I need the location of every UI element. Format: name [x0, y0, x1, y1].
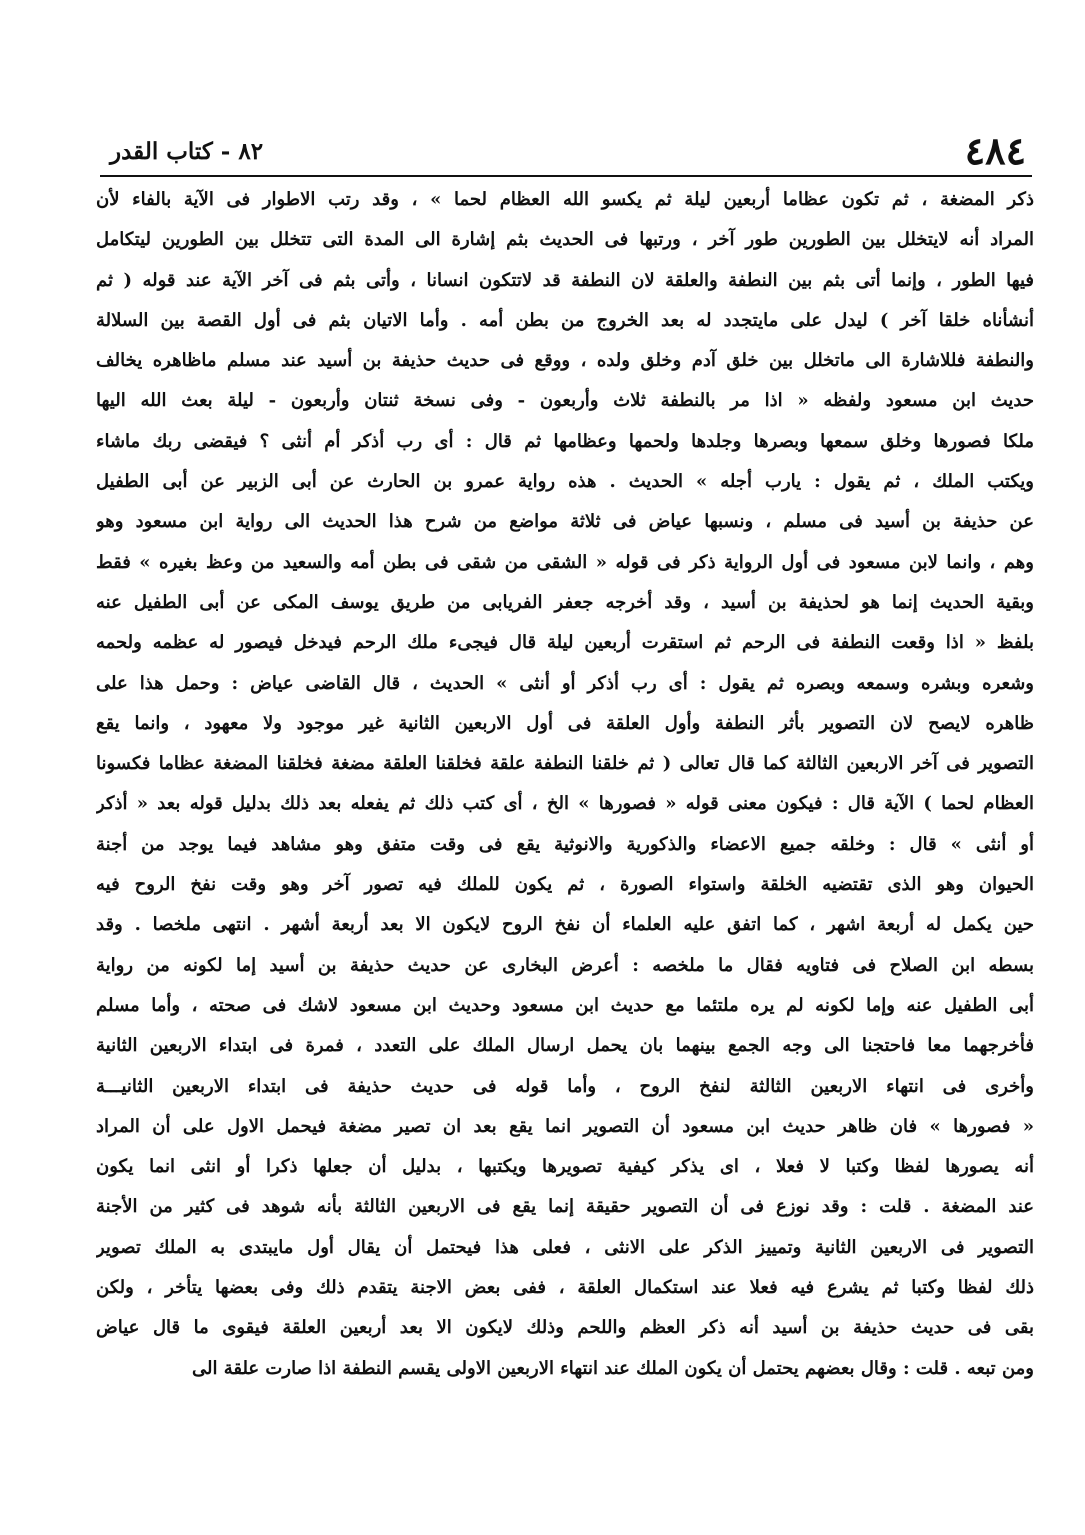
- text-line: بسطه ابن الصلاح فى فتاويه فقال ما ملخصه : أعرض البخارى عن حديث حذيفة بن أسيد إما لكونه من رواية: [96, 954, 1034, 976]
- text-line: وشعره وبشره وسمعه وبصره ثم يقول : أى رب أذكر أو أنثى » الحديث ، قال القاضى عياض : وحمل هذا على: [96, 672, 1034, 694]
- text-line: بلفظ « اذا وقعت النطفة فى الرحم ثم استقرت أربعين ليلة قال فيجىء ملك الرحم فيدخل فيصور له عظمه ولحمه: [96, 632, 1034, 654]
- text-line: ملكا فصورها وخلق سمعها وبصرها وجلدها ولحمها وعظامها ثم قال : أى رب أذكر أم أنثى ؟ فيقضى ربك ماشاء: [96, 430, 1034, 452]
- text-line: بقى فى حديث حذيفة بن أسيد أنه ذكر العظم واللحم وذلك لايكون الا بعد أربعين العلقة فيقوى ما قال عياض: [96, 1317, 1034, 1339]
- text-line: ذكر المضغة ، ثم تكون عظاما أربعين ليلة ثم يكسو الله العظام لحما » ، وقد رتب الاطوار فى الآية بالفاء لأن: [96, 189, 1034, 210]
- text-line: حديث ابن مسعود ولفظه « اذا مر بالنطفة ثلاث وأربعون - وفى نسخة ثنتان وأربعون - ليلة بعث الله اليها: [96, 390, 1034, 412]
- text-line: « فصورها » فان ظاهر حديث ابن مسعود أن التصوير انما يقع بعد ان تصير مضغة فيحمل الاول على أن المراد: [96, 1115, 1034, 1137]
- text-line: التصوير فى آخر الاربعين الثالثة كما قال تعالى ( ثم خلقنا النطفة علقة فخلقنا العلقة مضغة فخلقنا المضغة عظاما فكسونا: [96, 753, 1034, 775]
- header-rule: [100, 175, 1032, 177]
- text-line: حين يكمل له أربعة اشهر ، كما اتفق عليه العلماء أن نفخ الروح لايكون الا بعد أربعة أشهر . انتهى ملخصا . وقد: [96, 914, 1034, 936]
- text-line: أبى الطفيل عنه وإما لكونه لم يره ملتئما مع حديث ابن مسعود وحديث ابن مسعود لاشك فى صحته ، وأما مسلم: [96, 994, 1034, 1016]
- text-line: ذلك لفظا وكتبا ثم يشرع فيه فعلا عند استكمال العلقة ، ففى بعض الاجنة يتقدم ذلك وفى بعضها يتأخر ، ولكن: [96, 1277, 1034, 1299]
- text-line: أو أنثى » قال : وخلقه جميع الاعضاء والذكورية والانوثية يقع فى وقت متفق وهو مشاهد فيما يوجد من أجنة: [96, 833, 1034, 855]
- body-text: [96, 180, 1034, 1389]
- text-line: العظام لحما ) الآية قال : فيكون معنى قوله « فصورها » الخ ، أى كتب ذلك ثم يفعله بعد ذلك بدليل قوله بعد « أذكر: [96, 793, 1034, 815]
- text-line: وهم ، وانما لابن مسعود فى أول الرواية ذكر فى قوله « الشقى من شقى فى بطن أمه والسعيد من وعظ بغيره » فقط: [96, 551, 1034, 573]
- text-line: ومن تبعه . قلت : وقال بعضهم يحتمل أن يكون الملك عند انتهاء الاربعين الاولى يقسم النطفة اذا صارت علقة الى: [191, 1357, 1034, 1379]
- text-line: الحيوان وهو الذى تقتضيه الخلقة واستواء الصورة ، ثم يكون للملك فيه تصور آخر وهو وقت نفخ الروح فيه: [96, 874, 1034, 896]
- text-line: المراد أنه لايتخلل بين الطورين طور آخر ، ورتبها فى الحديث بثم إشارة الى المدة التى تتخلل بين الطورين ليتكامل: [96, 229, 1034, 251]
- text-line: وبقية الحديث إنما هو لحذيفة بن أسيد ، وقد أخرجه جعفر الفريابى من طريق يوسف المكى عن أبى الطفيل عنه: [96, 591, 1034, 613]
- text-line: عن حذيفة بن أسيد فى مسلم ، ونسبها عياض فى ثلاثة مواضع من شرح هذا الحديث الى رواية ابن مسعود وهو: [96, 511, 1034, 533]
- page-number: ٤٨٤: [964, 128, 1026, 173]
- text-line: أنه يصورها لفظا وكتبا لا فعلا ، اى يذكر كيفية تصويرها ويكتبها ، بدليل أن جعلها ذكرا أو انثى انما يكون: [96, 1156, 1034, 1178]
- text-line: ظاهره لايصح لان التصوير بأثر النطفة وأول العلقة فى أول الاربعين الثانية غير موجود ولا معهود ، وانما يقع: [96, 712, 1034, 734]
- text-line: أنشأناه خلقا آخر ) ليدل على مايتجدد له بعد الخروج من بطن أمه . وأما الاتيان بثم فى أول القصة بين السلالة: [96, 309, 1034, 331]
- text-line: والنطفة فللاشارة الى ماتخلل بين خلق آدم وخلق ولده ، ووقع فى حديث حذيفة بن أسيد عند مسلم ماظاهره يخالف: [96, 350, 1034, 372]
- text-line: ويكتب الملك ، ثم يقول : يارب أجله » الحديث . هذه رواية عمرو بن الحارث عن أبى الزبير عن أبى الطفيل: [96, 471, 1034, 493]
- text-line: عند المضغة . قلت : وقد نوزع فى أن التصوير حقيقة إنما يقع فى الاربعين الثالثة بأنه شوهد فى كثير من الأجنة: [96, 1196, 1034, 1218]
- page-header: [100, 128, 1026, 173]
- text-line: التصوير فى الاربعين الثانية وتمييز الذكر على الانثى ، فعلى هذا فيحتمل أن يقال أول مايبتدى به الملك تصوير: [96, 1236, 1034, 1258]
- running-title: ٨٢ - كتاب القدر: [110, 138, 264, 165]
- text-line: فأخرجهما معا فاحتجنا الى وجه الجمع بينهما بان يحمل ارسال الملك على التعدد ، فمرة فى ابتداء الاربعين الثانية: [96, 1035, 1034, 1057]
- text-line: فيها الطور ، وإنما أتى بثم بين النطفة والعلقة لان النطفة قد لاتتكون انسانا ، وأتى بثم فى آخر الآية عند قوله ( ثم: [96, 269, 1034, 291]
- text-line: وأخرى فى انتهاء الاربعين الثالثة لنفخ الروح ، وأما قوله فى حديث حذيفة فى ابتداء الاربعين الثانيـــة: [96, 1075, 1034, 1097]
